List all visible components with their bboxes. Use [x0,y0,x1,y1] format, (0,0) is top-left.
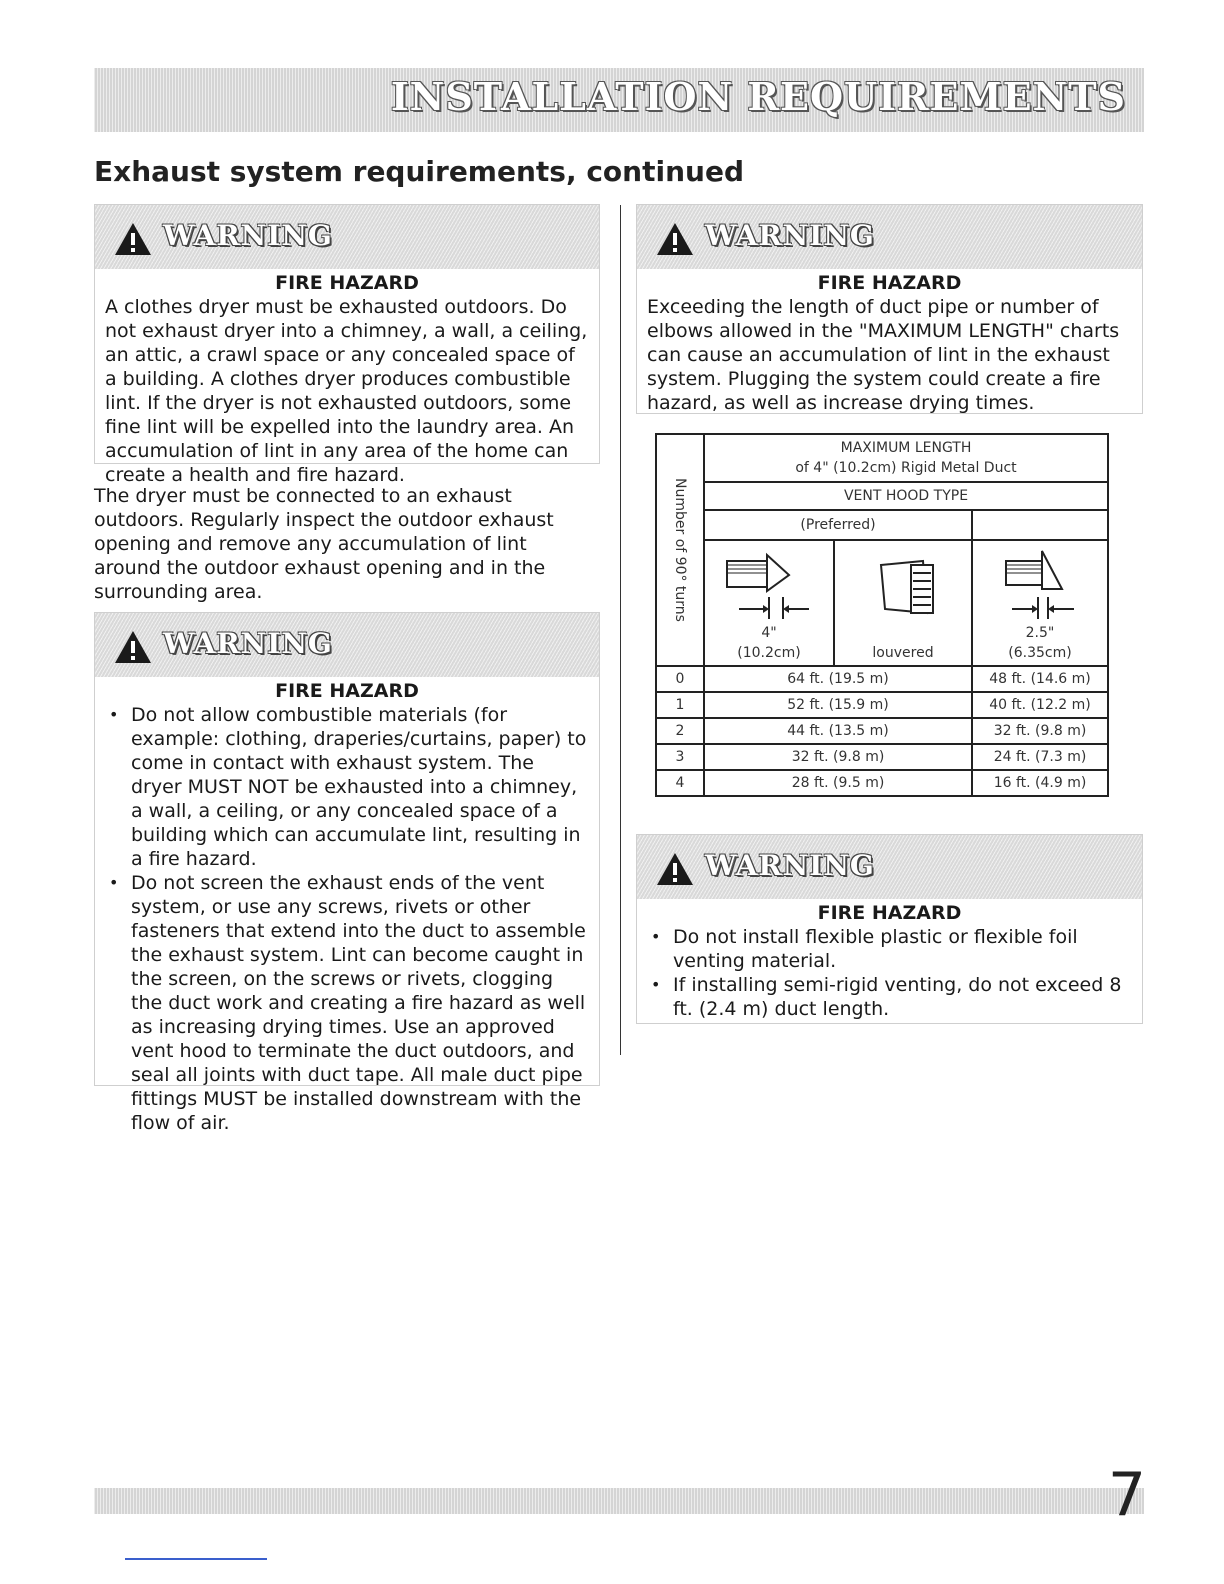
warning-body: A clothes dryer must be exhausted outdoors. Do not exhaust dryer into a chimney, a wall, a ceiling, an attic, a crawl space or any concealed space of a building. A clothes dryer produces combustible lint. If the dryer is not exhausted outdoors, some fine lint will be expelled into the laundry area. An accumulation of lint in any area of the home can create a health and fire hazard. [105,296,588,486]
hood-type-label: louvered [872,645,934,661]
warning-list [637,925,1142,1025]
warning-box-chimney [94,204,600,486]
table-subtitle: of 4" (10.2cm) Rigid Metal Duct [795,460,1017,476]
footer-rule [125,1558,267,1560]
max-duct-length-table [655,433,1109,797]
hood-cell-louvered [834,540,972,666]
turns-count: 1 [656,692,704,718]
header-band [94,68,1144,132]
warning-label: WARNING [705,219,875,252]
warning-triangle-icon [655,851,695,887]
turns-header-cell [656,434,704,666]
warning-label: WARNING [163,219,333,252]
page-title: INSTALLATION REQUIREMENTS [390,74,1126,119]
warning-body: Exceeding the length of duct pipe or number of elbows allowed in the "MAXIMUM LENGTH" charts can cause an accumulation of lint in the exhaust system. Plugging the system could create a fire hazard, as well as increase drying times. [647,296,1120,414]
table-title: MAXIMUM LENGTH [840,440,972,456]
other-length: 32 ft. (9.8 m) [972,718,1108,744]
warning-list-item: • If installing semi-rigid venting, do not exceed 8 ft. (2.4 m) duct length. [647,973,1132,1021]
other-length: 40 ft. (12.2 m) [972,692,1108,718]
warning-header [95,613,599,677]
warning-label: WARNING [705,849,875,882]
warning-box-combustible [94,612,600,1134]
hazard-title: FIRE HAZARD [817,902,962,924]
other-length: 24 ft. (7.3 m) [972,744,1108,770]
turns-count: 2 [656,718,704,744]
warning-triangle-icon [655,221,695,257]
vent-hood-type-header: VENT HOOD TYPE [704,482,1108,510]
preferred-header: (Preferred) [704,510,972,540]
turns-count: 0 [656,666,704,692]
turns-count: 3 [656,744,704,770]
warning-header [95,205,599,269]
box-vent-hood-icon [719,547,819,625]
hood-size: 2.5" [1025,625,1055,641]
louvered-vent-hood-icon [853,553,953,625]
hood-size: 4" [761,625,777,641]
hood-cell-box [704,540,834,666]
table-row [656,770,1108,796]
table-row [656,692,1108,718]
preferred-length: 32 ft. (9.8 m) [704,744,972,770]
hood-size-metric: (10.2cm) [737,645,801,661]
warning-label: WARNING [163,627,333,660]
preferred-length: 52 ft. (15.9 m) [704,692,972,718]
warning-box-duct-length [636,204,1143,414]
warning-box-flexible-venting [636,834,1143,1024]
turns-count: 4 [656,770,704,796]
other-length: 16 ft. (4.9 m) [972,770,1108,796]
warning-triangle-icon [113,629,153,665]
preferred-length: 28 ft. (9.5 m) [704,770,972,796]
hazard-title: FIRE HAZARD [817,272,962,294]
angled-vent-hood-icon [990,547,1090,625]
warning-header [637,835,1142,899]
warning-list-item: • Do not screen the exhaust ends of the vent system, or use any screws, rivets or other fasteners that extend into the duct to assemble the exhaust system. Lint can become caught in the screen, on the screws or rivets, clogging the duct work and creating a fire hazard as well as increasing drying times. Use an approved vent hood to terminate the duct outdoors, and seal all joints with duct tape. All male duct pipe fittings MUST be installed downstream with the flow of air. [105,871,589,1135]
section-heading: Exhaust system requirements, continued [94,155,744,188]
warning-list [95,703,599,1139]
page-number: 7 [1107,1460,1146,1530]
warning-triangle-icon [113,221,153,257]
warning-header [637,205,1142,269]
preferred-length: 44 ft. (13.5 m) [704,718,972,744]
exhaust-intro-text: The dryer must be connected to an exhaust outdoors. Regularly inspect the outdoor exhaust opening and remove any accumulation of lint around the outdoor exhaust opening and in the surrounding area. [94,485,554,603]
hood-size [835,625,971,645]
preferred-length: 64 ft. (19.5 m) [704,666,972,692]
table-row [656,744,1108,770]
other-length: 48 ft. (14.6 m) [972,666,1108,692]
hood-size-metric: (6.35cm) [1008,645,1072,661]
column-divider [620,205,621,1055]
hazard-title: FIRE HAZARD [275,680,419,702]
table-row [656,666,1108,692]
warning-list-item: • Do not allow combustible materials (for example: clothing, draperies/curtains, paper) to come in contact with exhaust system. The dryer MUST NOT be exhausted into a chimney, a wall, a ceiling, or any concealed space of a building which can accumulate lint, resulting in a fire hazard. [105,703,589,871]
turns-axis-label: Number of 90° turns [672,478,688,622]
other-header [972,510,1108,540]
table-row [656,718,1108,744]
warning-list-item: • Do not install flexible plastic or flexible foil venting material. [647,925,1132,973]
table-title-cell [704,434,1108,482]
hazard-title: FIRE HAZARD [275,272,419,294]
footer-band [94,1488,1144,1514]
hood-cell-angled [972,540,1108,666]
